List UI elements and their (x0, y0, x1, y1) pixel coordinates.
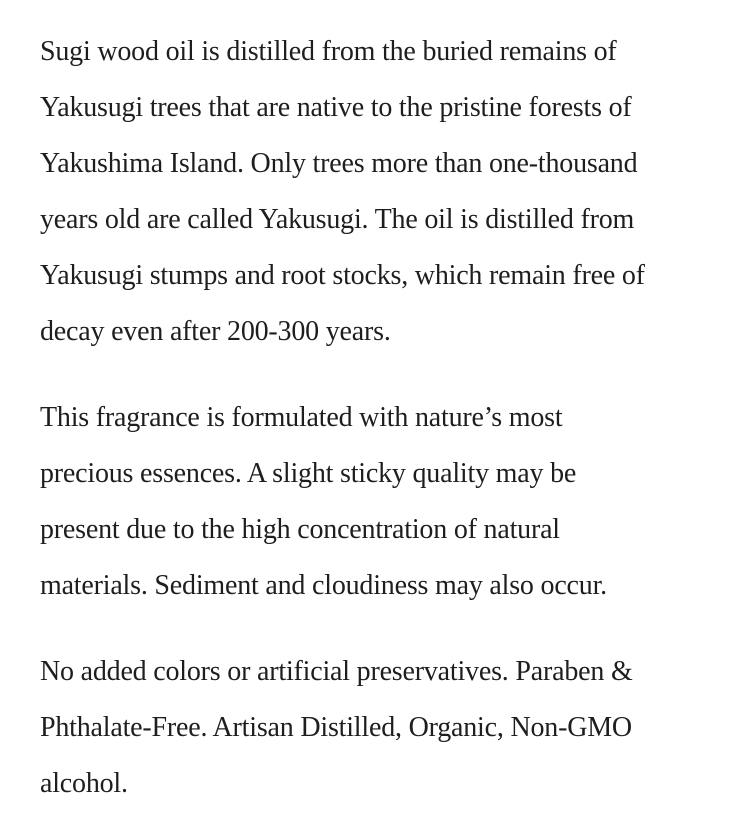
text-line: decay even after 200-300 years. (40, 316, 391, 347)
text-line: No added colors or artificial preservatives. Paraben & (40, 656, 633, 687)
text-line: Yakushima Island. Only trees more than one-thousand (40, 148, 638, 179)
paragraph-formulation (40, 390, 720, 614)
text-line: Sugi wood oil is distilled from the buried remains of (40, 36, 617, 67)
text-line: This fragrance is formulated with nature’s most (40, 402, 563, 433)
text-line: present due to the high concentration of natural (40, 514, 560, 545)
text-line: materials. Sediment and cloudiness may also occur. (40, 570, 607, 601)
text-line: Phthalate-Free. Artisan Distilled, Organic, Non-GMO (40, 712, 632, 743)
text-line: Yakusugi stumps and root stocks, which remain free of (40, 260, 645, 291)
text-line: precious essences. A slight sticky quality may be (40, 458, 577, 489)
text-line: years old are called Yakusugi. The oil is distilled from (40, 204, 635, 235)
paragraph-origin (40, 24, 720, 360)
text-line: alcohol. (40, 768, 128, 799)
paragraph-ingredients (40, 644, 720, 812)
text-line: Yakusugi trees that are native to the pristine forests of (40, 92, 632, 123)
